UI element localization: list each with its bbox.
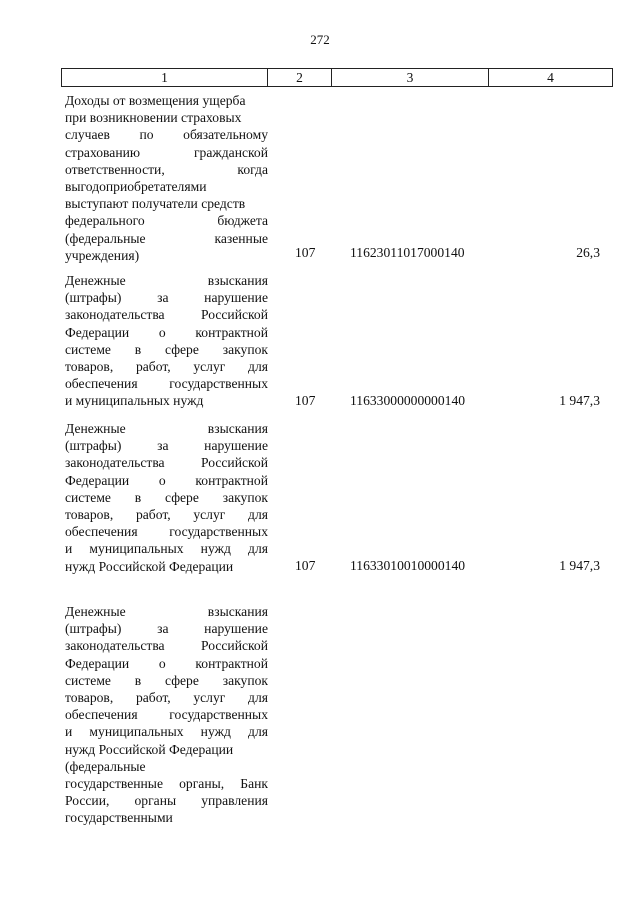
budget-classification-code: 11633010010000140 [350, 558, 466, 573]
description-line: (штрафы) за нарушение [65, 621, 268, 637]
description-line: Федерации о контрактной [65, 655, 268, 671]
description-line: России, органы управления [65, 793, 268, 809]
column-header-row [62, 69, 613, 87]
description-line: Федерации о контрактной [65, 324, 268, 340]
description-line: Федерации о контрактной [65, 472, 268, 488]
description-line: федерального бюджета [65, 213, 268, 229]
description-line: Денежные взыскания [65, 604, 268, 619]
description-line: товаров, работ, услуг для [65, 359, 268, 375]
description-line: (штрафы) за нарушение [65, 438, 268, 454]
description-line: (федеральные [65, 758, 146, 774]
description-line: системе в сфере закупок [65, 341, 268, 357]
description-line: законодательства Российской [65, 638, 268, 654]
description-line: государственные органы, Банк [65, 776, 268, 792]
description-line: законодательства Российской [65, 307, 268, 323]
description-line: обеспечения государственных [65, 707, 268, 723]
admin-code: 107 [295, 245, 316, 260]
row-description [65, 92, 268, 264]
description-line: и муниципальных нужд для [65, 541, 268, 557]
admin-code: 107 [295, 393, 316, 408]
description-line: государственными [65, 810, 173, 826]
budget-classification-code: 11633000000000140 [350, 393, 466, 408]
description-line: товаров, работ, услуг для [65, 690, 268, 706]
description-line: выступают получатели средств [65, 196, 246, 212]
column-header-4: 4 [489, 69, 613, 87]
amount-value: 1 947,3 [559, 558, 600, 573]
description-line: и муниципальных нужд [65, 393, 204, 409]
description-line: Денежные взыскания [65, 273, 268, 288]
description-line: нужд Российской Федерации [65, 741, 234, 757]
amount-value: 26,3 [576, 245, 600, 260]
description-line: системе в сфере закупок [65, 672, 268, 688]
description-line: нужд Российской Федерации [65, 558, 234, 574]
description-line: товаров, работ, услуг для [65, 507, 268, 523]
description-line: страхованию гражданской [65, 144, 268, 160]
description-line: (штрафы) за нарушение [65, 290, 268, 306]
row-description [65, 603, 268, 827]
description-line: Доходы от возмещения ущерба [65, 93, 246, 108]
description-line: учреждения) [65, 247, 140, 263]
description-line: выгодоприобретателями [65, 179, 207, 195]
admin-code: 107 [295, 558, 316, 573]
column-header-table [61, 68, 613, 87]
page-number: 272 [310, 32, 330, 47]
description-line: ответственности, когда [65, 161, 268, 177]
row-description [65, 272, 268, 410]
column-header-3: 3 [332, 69, 489, 87]
column-header-1: 1 [62, 69, 268, 87]
description-line: при возникновении страховых [65, 110, 242, 126]
description-line: обеспечения государственных [65, 376, 268, 392]
row-description [65, 420, 268, 575]
description-line: (федеральные казенные [65, 230, 268, 246]
description-line: и муниципальных нужд для [65, 724, 268, 740]
description-line: законодательства Российской [65, 455, 268, 471]
description-line: случаев по обязательному [65, 127, 268, 143]
column-header-2: 2 [268, 69, 332, 87]
budget-classification-code: 11623011017000140 [350, 245, 465, 260]
description-line: обеспечения государственных [65, 524, 268, 540]
amount-value: 1 947,3 [559, 393, 600, 408]
description-line: системе в сфере закупок [65, 489, 268, 505]
description-line: Денежные взыскания [65, 421, 268, 436]
